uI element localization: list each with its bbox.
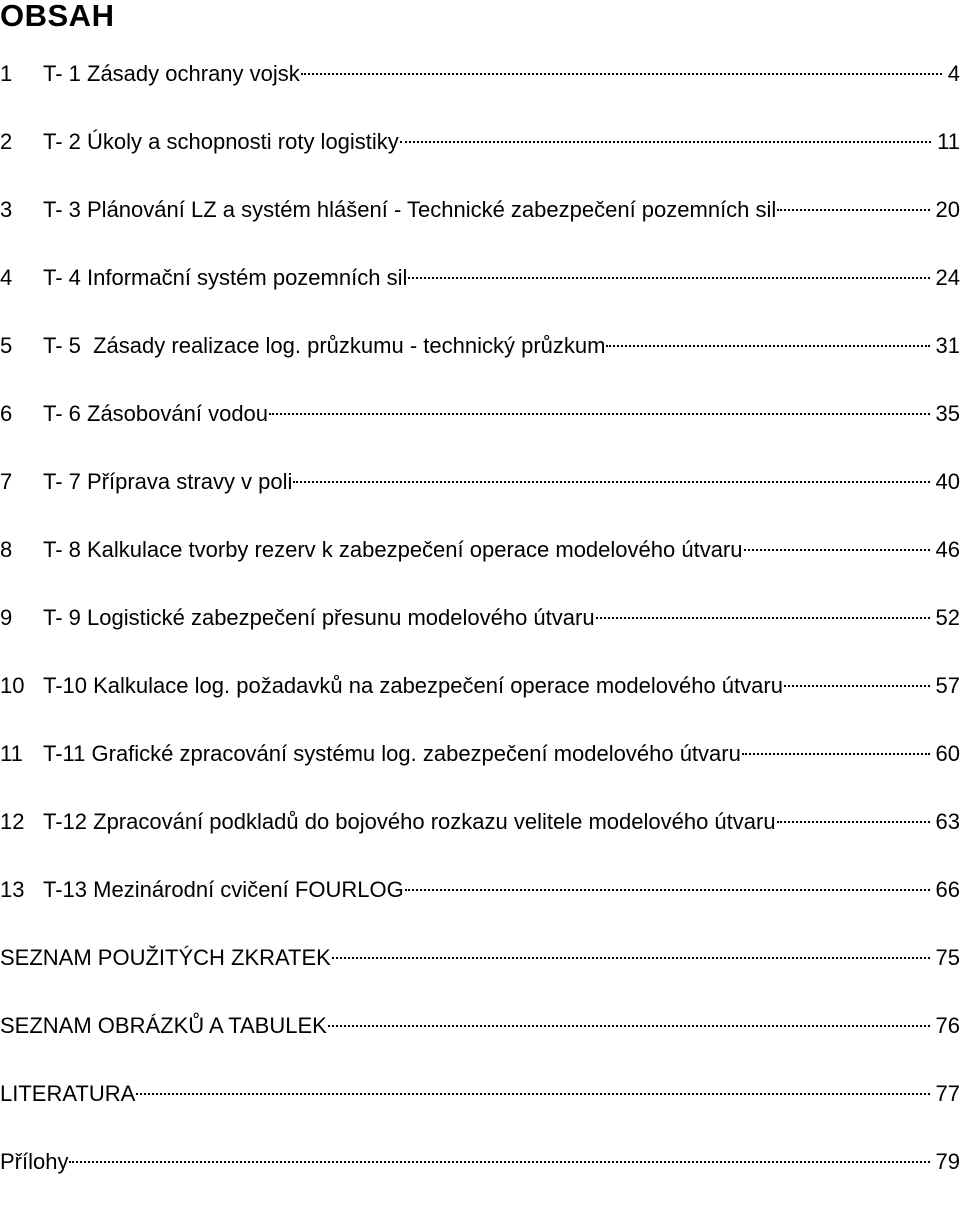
table-of-contents bbox=[0, 54, 960, 1210]
toc-entry-title: T-11 Grafické zpracování systému log. zabezpečení modelového útvaru bbox=[43, 741, 741, 766]
toc-entry-number: 9 bbox=[0, 605, 13, 630]
toc-entry-title: T-10 Kalkulace log. požadavků na zabezpečení operace modelového útvaru bbox=[43, 673, 783, 698]
toc-entry-title: Přílohy bbox=[0, 1149, 69, 1174]
toc-entry-title: T- 4 Informační systém pozemních sil bbox=[43, 265, 408, 290]
dot-leader bbox=[606, 345, 929, 347]
toc-entry-literature[interactable] bbox=[0, 1074, 960, 1142]
toc-entry-2[interactable] bbox=[0, 122, 960, 190]
toc-entry-title: T- 6 Zásobování vodou bbox=[43, 401, 269, 426]
dot-leader bbox=[408, 277, 929, 279]
toc-entry-page: 4 bbox=[947, 61, 960, 86]
toc-entry-page: 76 bbox=[935, 1013, 960, 1038]
toc-entry-title: T- 9 Logistické zabezpečení přesunu modelového útvaru bbox=[43, 605, 595, 630]
dot-leader bbox=[742, 753, 930, 755]
toc-entry-page: 52 bbox=[935, 605, 960, 630]
toc-entry-number: 10 bbox=[0, 673, 25, 698]
toc-entry-title: T- 7 Příprava stravy v poli bbox=[43, 469, 293, 494]
toc-entry-page: 60 bbox=[935, 741, 960, 766]
toc-entry-number: 13 bbox=[0, 877, 25, 902]
toc-entry-number: 12 bbox=[0, 809, 25, 834]
toc-entry-number: 5 bbox=[0, 333, 13, 358]
toc-entry-number: 2 bbox=[0, 129, 13, 154]
toc-entry-title: T-12 Zpracování podkladů do bojového rozkazu velitele modelového útvaru bbox=[43, 809, 776, 834]
toc-entry-appendices[interactable] bbox=[0, 1142, 960, 1210]
toc-entry-13[interactable] bbox=[0, 870, 960, 938]
toc-entry-page: 20 bbox=[935, 197, 960, 222]
toc-entry-title: SEZNAM POUŽITÝCH ZKRATEK bbox=[0, 945, 331, 970]
toc-entry-4[interactable] bbox=[0, 258, 960, 326]
toc-entry-8[interactable] bbox=[0, 530, 960, 598]
toc-entry-title: T- 3 Plánování LZ a systém hlášení - Technické zabezpečení pozemních sil bbox=[43, 197, 777, 222]
toc-heading: OBSAH bbox=[0, 0, 115, 33]
toc-entry-title: T- 8 Kalkulace tvorby rezerv k zabezpečení operace modelového útvaru bbox=[43, 537, 743, 562]
toc-entry-9[interactable] bbox=[0, 598, 960, 666]
dot-leader bbox=[269, 413, 929, 415]
dot-leader bbox=[69, 1161, 929, 1163]
toc-entry-page: 77 bbox=[935, 1081, 960, 1106]
toc-entry-3[interactable] bbox=[0, 190, 960, 258]
toc-entry-page: 57 bbox=[935, 673, 960, 698]
toc-entry-page: 75 bbox=[935, 945, 960, 970]
toc-entry-6[interactable] bbox=[0, 394, 960, 462]
toc-entry-page: 46 bbox=[935, 537, 960, 562]
dot-leader bbox=[784, 685, 930, 687]
toc-entry-5[interactable] bbox=[0, 326, 960, 394]
toc-entry-page: 35 bbox=[935, 401, 960, 426]
toc-entry-number: 6 bbox=[0, 401, 13, 426]
toc-entry-number: 11 bbox=[0, 741, 23, 766]
dot-leader bbox=[293, 481, 929, 483]
toc-entry-1[interactable] bbox=[0, 54, 960, 122]
toc-entry-page: 31 bbox=[935, 333, 960, 358]
dot-leader bbox=[400, 141, 931, 143]
dot-leader bbox=[777, 821, 930, 823]
toc-entry-page: 11 bbox=[937, 129, 960, 154]
dot-leader bbox=[136, 1093, 929, 1095]
toc-entry-11[interactable] bbox=[0, 734, 960, 802]
toc-entry-page: 63 bbox=[935, 809, 960, 834]
toc-entry-title: T- 1 Zásady ochrany vojsk bbox=[43, 61, 300, 86]
toc-entry-title: SEZNAM OBRÁZKŮ A TABULEK bbox=[0, 1013, 327, 1038]
toc-entry-7[interactable] bbox=[0, 462, 960, 530]
toc-entry-page: 66 bbox=[935, 877, 960, 902]
toc-entry-figures-tables[interactable] bbox=[0, 1006, 960, 1074]
toc-entry-page: 24 bbox=[935, 265, 960, 290]
toc-entry-number: 4 bbox=[0, 265, 13, 290]
toc-entry-number: 8 bbox=[0, 537, 13, 562]
dot-leader bbox=[301, 73, 942, 75]
toc-entry-title: T- 2 Úkoly a schopnosti roty logistiky bbox=[43, 129, 399, 154]
dot-leader bbox=[777, 209, 929, 211]
dot-leader bbox=[596, 617, 930, 619]
dot-leader bbox=[328, 1025, 930, 1027]
toc-entry-page: 79 bbox=[935, 1149, 960, 1174]
toc-entry-number: 3 bbox=[0, 197, 13, 222]
toc-entry-number: 7 bbox=[0, 469, 13, 494]
toc-entry-title: LITERATURA bbox=[0, 1081, 136, 1106]
toc-entry-number: 1 bbox=[0, 61, 13, 86]
toc-entry-10[interactable] bbox=[0, 666, 960, 734]
dot-leader bbox=[405, 889, 930, 891]
toc-entry-abbreviations[interactable] bbox=[0, 938, 960, 1006]
dot-leader bbox=[332, 957, 930, 959]
toc-entry-title: T- 5 Zásady realizace log. průzkumu - technický průzkum bbox=[43, 333, 606, 358]
toc-entry-12[interactable] bbox=[0, 802, 960, 870]
toc-entry-title: T-13 Mezinárodní cvičení FOURLOG bbox=[43, 877, 404, 902]
dot-leader bbox=[744, 549, 930, 551]
toc-entry-page: 40 bbox=[935, 469, 960, 494]
